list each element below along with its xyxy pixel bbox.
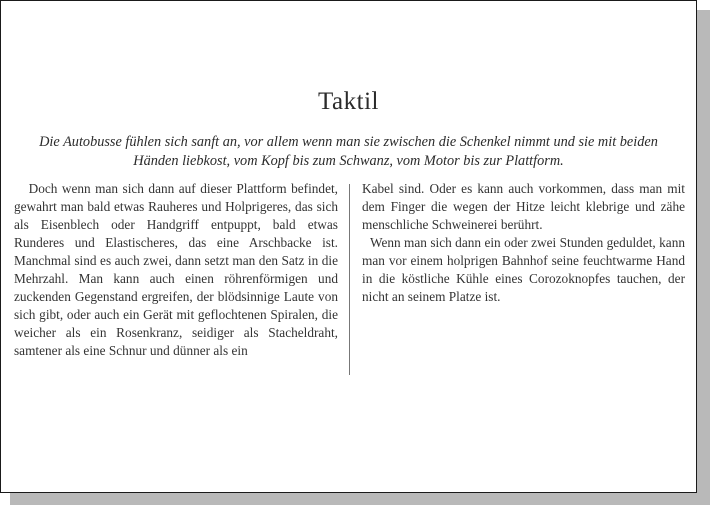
left-column-paragraph: Doch wenn man sich dann auf dieser Plattform befindet, gewahrt man bald etwas Rauheres und Holprigeres, das sich als Eisenblech oder Handgriff entpuppt, bald etwas Runderes und Elastischeres, das eine Arschbacke ist. Manchmal sind es auch zwei, dann setzt man den Satz in die Mehrzahl. Man kann auch einen röhrenförmigen und zuckenden Gegenstand ergreifen, der blödsinnige Laute von sich gibt, oder auch ein Gerät mit geflochtenen Spiralen, die weicher als ein Rosenkranz, seidiger als Stacheldraht, samtener als eine Schnur und dünner als ein xyxy=(14,181,338,358)
right-column xyxy=(362,180,685,306)
left-column xyxy=(14,180,338,360)
right-column-paragraph-2: Wenn man sich dann ein oder zwei Stunden geduldet, kann man vor einem holprigen Bahnhof seine feuchtwarme Hand in die köstliche Kühle eines Corozoknopfes tauchen, der nicht an seinem Platze ist. xyxy=(362,235,685,304)
document-subtitle: Die Autobusse fühlen sich sanft an, vor allem wenn man sie zwischen die Schenkel nimmt und sie mit beiden Händen liebkost, vom Kopf bis zum Schwanz, vom Motor bis zur Plattform. xyxy=(39,134,658,169)
right-column-paragraph-1: Kabel sind. Oder es kann auch vorkommen, dass man mit dem Finger die wegen der Hitze leicht klebrige und zähe menschliche Schweinerei berührt. xyxy=(362,181,685,232)
column-divider xyxy=(349,184,350,375)
document-title: Taktil xyxy=(318,88,379,115)
